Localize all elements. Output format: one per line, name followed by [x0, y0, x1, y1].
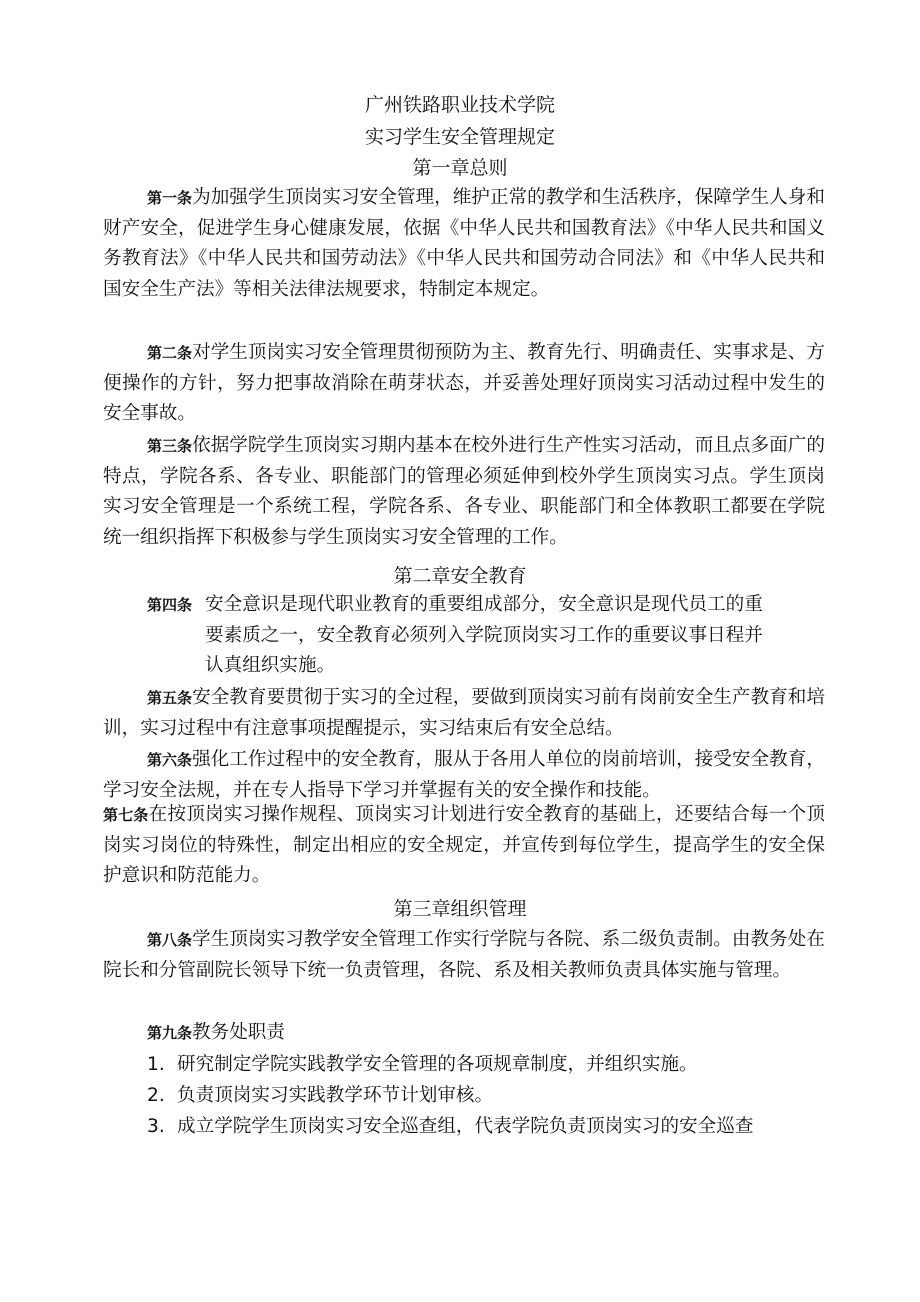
list-item-2-number: 2.	[147, 1085, 165, 1106]
document-title: 实习学生安全管理规定	[364, 126, 555, 148]
article-5	[103, 683, 825, 744]
school-name: 广州铁路职业技术学院	[364, 94, 555, 116]
article-4-line-3: 认真组织实施。	[205, 655, 336, 676]
article-8-label: 第八条	[147, 931, 193, 949]
article-5-text: 安全教育要贯彻于实习的全过程，要做到顶岗实习前有岗前安全生产教育和培训，实习过程中有注意事项提醒提示，实习结束后有安全总结。	[103, 687, 825, 739]
list-item-1-text: 研究制定学院实践教学安全管理的各项规章制度，并组织实施。	[177, 1054, 698, 1075]
article-9	[103, 1018, 825, 1049]
article-9-label: 第九条	[147, 1024, 193, 1042]
list-item-3-text: 成立学院学生顶岗实习安全巡查组，代表学院负责顶岗实习的安全巡查	[177, 1116, 754, 1137]
article-7	[103, 800, 825, 892]
article-1-text: 为加强学生顶岗实习安全管理，维护正常的教学和生活秩序，保障学生人身和财产安全，促进学生身心健康发展，依据《中华人民共和国教育法》《中华人民共和国义务教育法》《中华人民共和国劳动法》《中华人民共和国劳动合同法》和《中华人民共和国安全生产法》等相关法律法规要求，特制定本规定。	[103, 187, 825, 300]
list-item-1-number: 1.	[147, 1054, 165, 1075]
article-8-text: 学生顶岗实习教学安全管理工作实行学院与各院、系二级负责制。由教务处在院长和分管副院长领导下统一负责管理，各院、系及相关教师负责具体实施与管理。	[103, 929, 825, 981]
article-6-text: 强化工作过程中的安全教育，服从于各用人单位的岗前培训，接受安全教育，学习安全法规，并在专人指导下学习并掌握有关的安全操作和技能。	[103, 749, 825, 801]
article-6	[103, 745, 825, 806]
article-2-text: 对学生顶岗实习安全管理贯彻预防为主、教育先行、明确责任、实事求是、方便操作的方针，努力把事故消除在萌芽状态，并妥善处理好顶岗实习活动过程中发生的安全事故。	[103, 342, 825, 424]
article-4-line-2: 要素质之一，安全教育必须列入学院顶岗实习工作的重要议事日程并	[205, 624, 763, 646]
article-2	[103, 338, 825, 430]
article-6-label: 第六条	[147, 751, 193, 769]
chapter-1-heading: 第一章总则	[412, 157, 508, 179]
article-3-text: 依据学院学生顶岗实习期内基本在校外进行生产性实习活动，而且点多面广的特点，学院各系、各专业、职能部门的管理必须延伸到校外学生顶岗实习点。学生顶岗实习安全管理是一个系统工程，学院各系、各专业、职能部门和全体教职工都要在学院统一组织指挥下积极参与学生顶岗实习安全管理的工作。	[103, 435, 825, 548]
article-4-line-1: 安全意识是现代职业教育的重要组成部分，安全意识是现代员工的重	[205, 594, 763, 615]
list-item-2	[147, 1081, 827, 1111]
article-3	[103, 431, 825, 553]
article-9-text: 教务处职责	[192, 1022, 285, 1043]
article-7-label: 第七条	[103, 806, 149, 824]
article-2-label: 第二条	[147, 344, 193, 362]
article-7-text: 在按顶岗实习操作规程、顶岗实习计划进行安全教育的基础上，还要结合每一个顶岗实习岗位的特殊性，制定出相应的安全规定，并宣传到每位学生，提高学生的安全保护意识和防范能力。	[103, 804, 825, 886]
list-item-3	[147, 1112, 827, 1142]
list-item-2-text: 负责顶岗实习实践教学环节计划审核。	[177, 1085, 494, 1106]
list-item-1	[147, 1050, 827, 1080]
article-1	[103, 183, 825, 305]
article-4-label: 第四条	[147, 596, 193, 614]
chapter-2-heading: 第二章安全教育	[393, 565, 527, 587]
article-8	[103, 925, 825, 986]
article-1-label: 第一条	[147, 189, 193, 207]
chapter-3-heading: 第三章组织管理	[393, 898, 527, 920]
article-3-label: 第三条	[147, 437, 193, 455]
article-4	[147, 590, 827, 682]
list-item-3-number: 3.	[147, 1116, 165, 1137]
article-5-label: 第五条	[147, 689, 193, 707]
